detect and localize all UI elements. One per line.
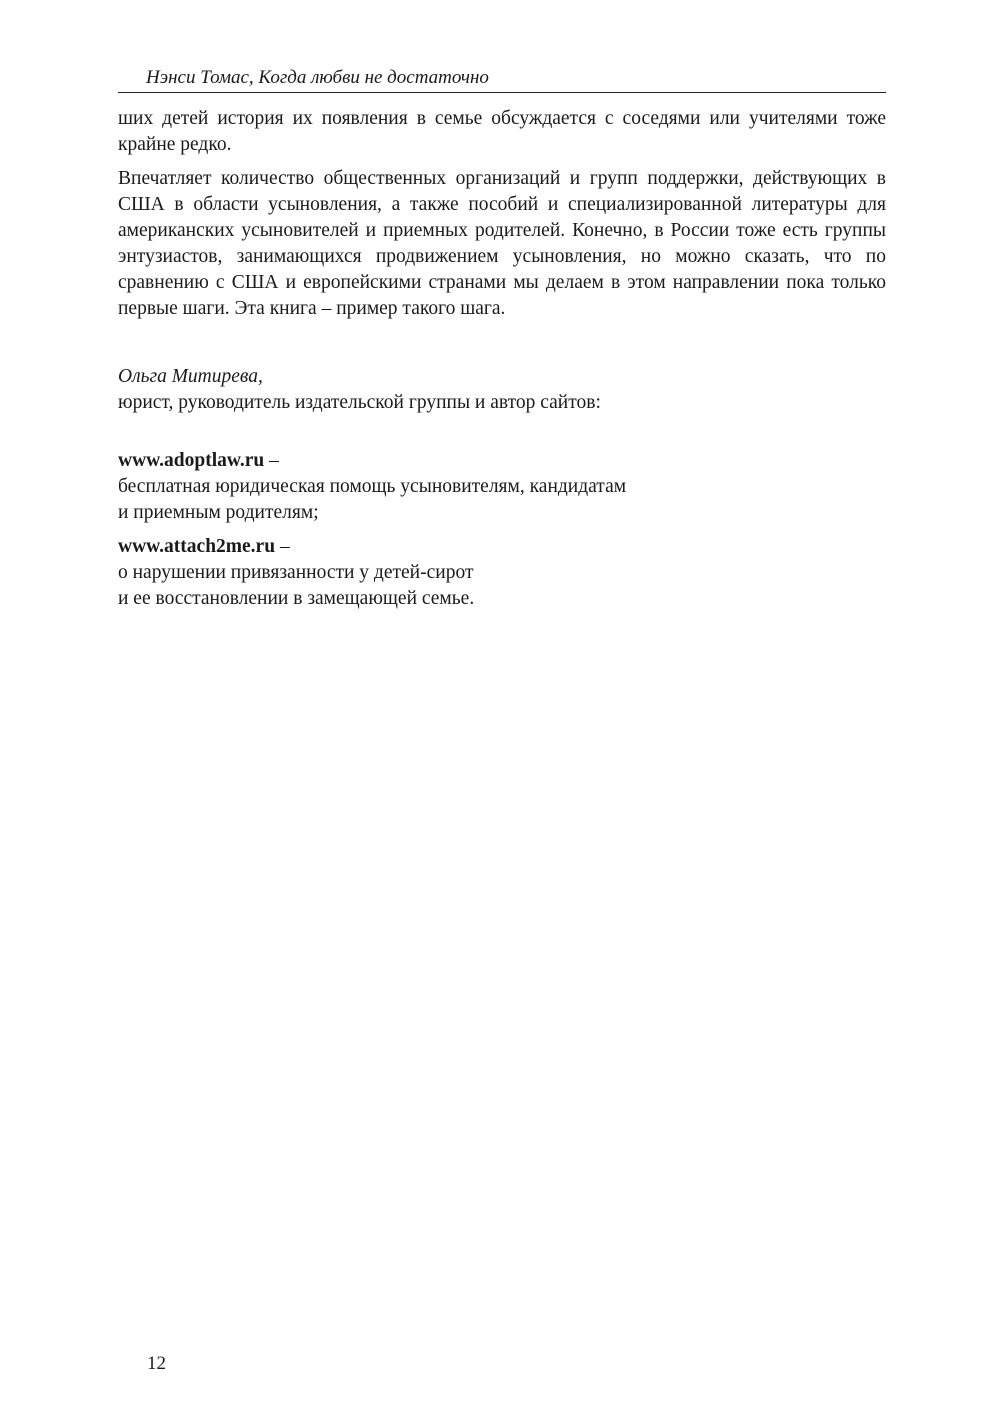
running-header: Нэнси Томас, Когда любви не достаточно <box>146 67 489 88</box>
website-url: www.adoptlaw.ru <box>118 450 265 471</box>
website-description-line: о нарушении привязанности у детей-сирот <box>118 562 474 583</box>
body-paragraph: Впечатляет количество общественных организаций и групп поддержки, действующих в США в области усыновления, а также пособий и специализированной литературы для американских усыновителей и приемных родителей. Конечно, в России тоже есть группы энтузиастов, занимающихся продвижением усыновления, но можно сказать, что по сравнению с США и европейскими странами мы делаем в этом направлении пока только первые шаги. Эта книга – пример такого шага. <box>118 168 886 319</box>
author-role: юрист, руководитель издательской группы и автор сайтов: <box>118 392 601 413</box>
body-paragraph: ших детей история их появления в семье обсуждается с соседями или учителями тоже крайне редко. <box>118 108 886 155</box>
website-dash: – <box>264 450 279 471</box>
website-description-line: бесплатная юридическая помощь усыновителям, кандидатам <box>118 476 627 497</box>
page-number: 12 <box>147 1353 166 1374</box>
signature-block <box>118 364 886 416</box>
website-dash: – <box>275 536 290 557</box>
website-entry <box>118 534 886 612</box>
header-rule <box>118 92 886 93</box>
website-description-line: и приемным родителям; <box>118 502 319 523</box>
website-list <box>118 448 886 612</box>
website-entry <box>118 448 886 526</box>
website-description-line: и ее восстановлении в замещающей семье. <box>118 588 475 609</box>
website-url: www.attach2me.ru <box>118 536 276 557</box>
author-name: Ольга Митирева, <box>118 366 263 387</box>
page-content <box>118 106 886 612</box>
